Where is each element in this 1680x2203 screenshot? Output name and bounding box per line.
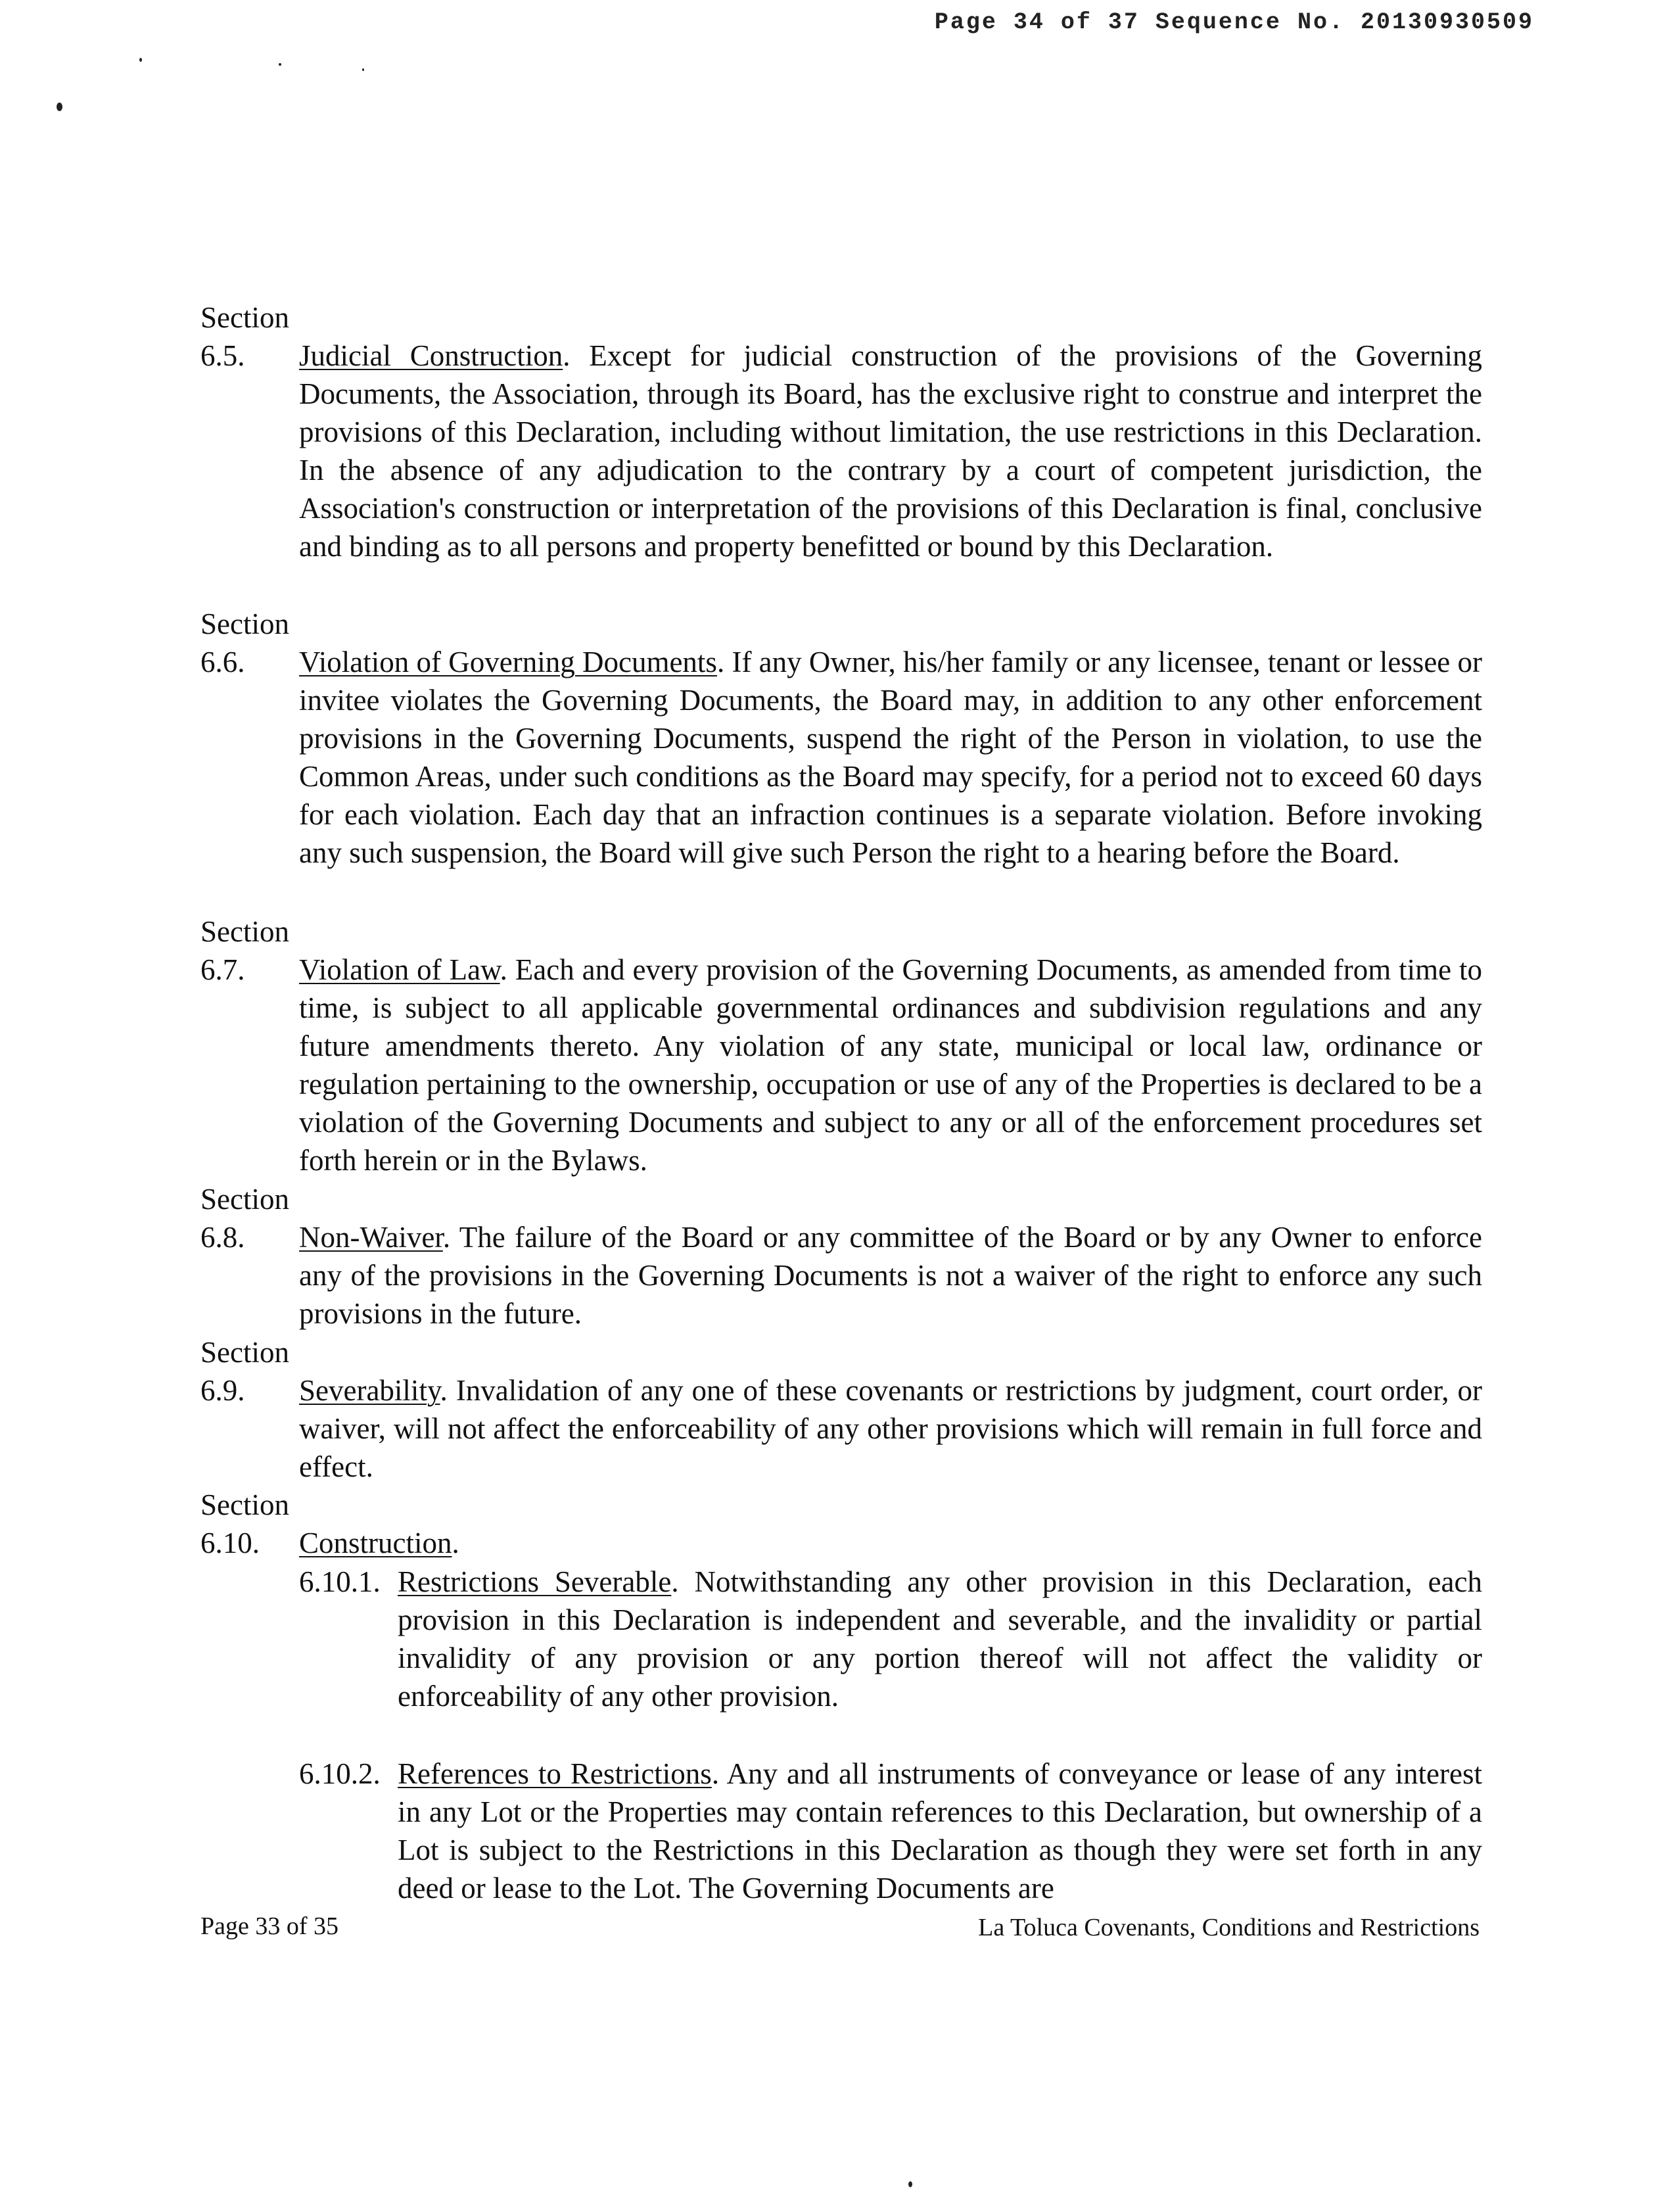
section-title: Judicial Construction [299,339,563,372]
subsection-text: . Notwithstanding any other provision in this Declaration, each provision in this Declaration is independent and severable, and the invalidity or partial invalidity of any provision or any portion thereof will not affect the validity or enforceability of any other provision. [398,1565,1482,1713]
section-6-5 [200,298,1482,565]
footer-document-title: La Toluca Covenants, Conditions and Restrictions [978,1914,1480,1941]
sequence-header: Page 34 of 37 Sequence No. 20130930509 [934,9,1534,36]
section-text: . If any Owner, his/her family or any licensee, tenant or lessee or invitee violates the Governing Documents, the Board may, in addition to any other enforcement provisions in the Governing Documents, suspend the right of the Person in violation, to use the Common Areas, under such conditions as the Board may specify, for a period not to exceed 60 days for each violation. Each day that an infraction continues is a separate violation. Before invoking any such suspension, the Board will give such Person the right to a hearing before the Board. [299,646,1483,869]
section-text: . The failure of the Board or any committee of the Board or by any Owner to enforce any of the provisions in the Governing Documents is not a waiver of the right to enforce any such provisions in the future. [299,1221,1482,1330]
section-number: Section 6.9. [200,1336,289,1407]
section-number: Section 6.5. [200,301,289,372]
scan-speck [279,63,281,66]
section-title: Construction [299,1527,452,1559]
subsection-title: References to Restrictions [398,1757,712,1790]
section-text: . Invalidation of any one of these covenants or restrictions by judgment, court order, or waiver, will not affect the enforceability of any other provisions which will remain in full force and effect. [299,1374,1482,1483]
section-number: Section 6.8. [200,1183,289,1254]
scan-speck [908,2181,912,2187]
subsection-text: . Any and all instruments of conveyance or lease of any interest in any Lot or the Properties may contain references to this Declaration, but ownership of a Lot is subject to the Restrictions in this Declaration as though they were set forth in any deed or lease to the Lot. The Governing Documents are [398,1757,1482,1905]
subsection-number: 6.10.1. [299,1565,381,1598]
scan-speck [362,68,364,71]
subsection-6-10-2 [299,1755,1482,1907]
section-number: Section 6.10. [200,1488,289,1559]
section-text: . Each and every provision of the Governing Documents, as amended from time to time, is subject to all applicable governmental ordinances and subdivision regulations and any future amendments thereto. Any violation of any state, municipal or local law, ordinance or regulation pertaining to the ownership, occupation or use of any of the Properties is declared to be a violation of the Governing Documents and subject to any or all of the enforcement procedures set forth herein or in the Bylaws. [299,953,1482,1177]
section-text: . [452,1527,459,1559]
section-text: . Except for judicial construction of the provisions of the Governing Documents, the Association, through its Board, has the exclusive right to construe and interpret the provisions of this Declaration, including without limitation, the use restrictions in this Declaration. In the absence of any adjudication to the contrary by a court of competent jurisdiction, the Association's construction or interpretation of the provisions of this Declaration is final, conclusive and binding as to all persons and property benefitted or bound by this Declaration. [299,339,1482,563]
subsection-6-10-1 [299,1563,1482,1715]
subsection-title: Restrictions Severable [398,1565,672,1598]
section-title: Violation of Law [299,953,500,986]
section-6-9 [200,1333,1482,1486]
section-6-8 [200,1180,1482,1333]
footer-page-number: Page 33 of 35 [200,1912,339,1940]
scan-speck [57,103,62,111]
section-title: Non-Waiver [299,1221,443,1254]
scan-speck [139,58,142,62]
section-title: Violation of Governing Documents [299,646,717,678]
section-title: Severability [299,1374,440,1407]
section-6-7 [200,912,1482,1179]
section-number: Section 6.6. [200,607,289,678]
section-number: Section 6.7. [200,915,289,986]
subsection-number: 6.10.2. [299,1757,381,1790]
section-6-6 [200,605,1482,872]
section-6-10 [200,1486,1482,1562]
